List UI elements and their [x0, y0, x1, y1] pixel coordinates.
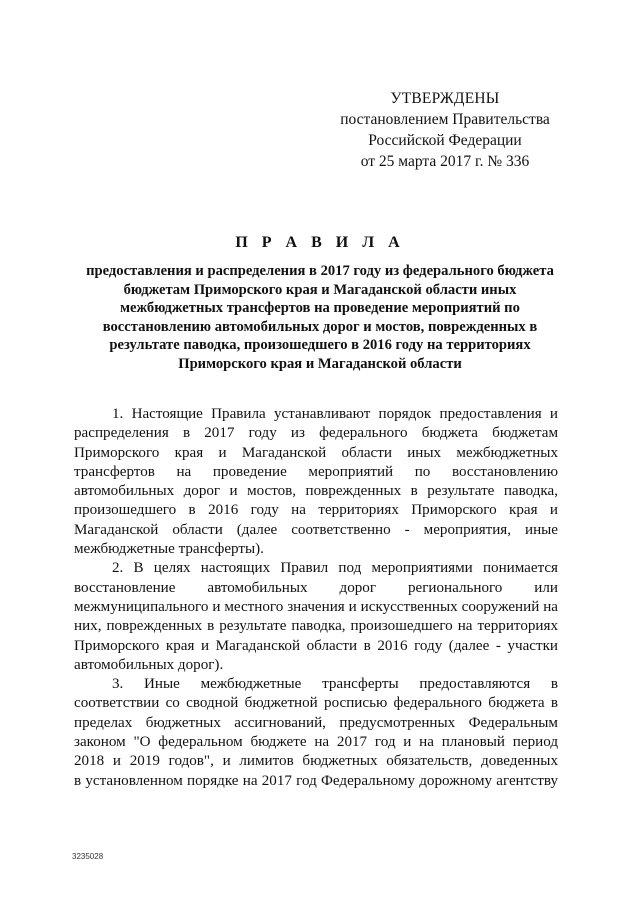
approval-heading: УТВЕРЖДЕНЫ — [390, 90, 500, 107]
text-line: 2018 и 2019 годов", и лимитов бюджетных обязательств, доведенных — [74, 753, 558, 770]
approval-line-3: от 25 марта 2017 г. № 336 — [360, 153, 530, 170]
text-line: Магаданской области (далее соответственно - мероприятия, иные — [74, 521, 558, 538]
subtitle-line: результате паводка, произошедшего в 2016 году на территориях — [109, 337, 531, 354]
document-body — [74, 405, 558, 791]
text-line: 3. Иные межбюджетные трансферты предоставляются в — [112, 676, 558, 693]
text-line: законом "О федеральном бюджете на 2017 год и на плановый период — [74, 734, 558, 751]
approval-line-2: Российской Федерации — [368, 132, 522, 149]
text-line: межбюджетные трансферты). — [74, 541, 264, 558]
subtitle-line: восстановлению автомобильных дорог и мостов, поврежденных в — [102, 318, 538, 335]
text-line: распределения в 2017 году из федерального бюджета бюджетам — [74, 425, 558, 442]
subtitle-line: предоставления и распределения в 2017 году из федерального бюджета — [86, 263, 554, 279]
text-line: Приморского края и Магаданской области в 2016 году (далее - участки — [74, 637, 558, 654]
text-line: восстановление автомобильных дорог регионального или — [74, 579, 558, 596]
text-line: межмуниципального и местного значения и искусственных сооружений на — [74, 598, 558, 615]
text-line: трансфертов на проведение мероприятий по восстановлению — [74, 463, 558, 480]
text-line: в установленном порядке на 2017 год Федеральному дорожному агентству — [74, 772, 558, 789]
text-line: автомобильных дорог). — [74, 656, 224, 673]
subtitle-line: Приморского края и Магаданской области — [178, 355, 462, 372]
subtitle-line: бюджетам Приморского края и Магаданской области иных — [123, 281, 517, 298]
text-line: 2. В целях настоящих Правил под мероприятиями понимается — [112, 560, 558, 577]
text-line: Приморского края и Магаданской области иных межбюджетных — [74, 444, 558, 461]
document-title: П Р А В И Л А — [235, 234, 405, 251]
document-subtitle — [62, 262, 578, 374]
approval-stamp — [330, 88, 560, 172]
paragraph-1 — [74, 405, 558, 559]
text-line: произошедшего в 2016 году на территориях Приморского края и — [74, 502, 558, 519]
text-line: автомобильных дорог и мостов, поврежденных в результате паводка, — [74, 483, 558, 500]
paragraph-3 — [74, 675, 558, 791]
text-line: 1. Настоящие Правила устанавливают порядок предоставления и — [112, 406, 558, 422]
paragraph-2 — [74, 559, 558, 675]
subtitle-line: межбюджетных трансфертов на проведение мероприятий по — [120, 300, 520, 317]
text-line: соответствии со сводной бюджетной росписью федерального бюджета в — [74, 695, 558, 712]
text-line: пределах бюджетных ассигнований, предусмотренных Федеральным — [74, 714, 558, 731]
document-code: 3235028 — [72, 852, 104, 861]
text-line: них, поврежденных в результате паводка, произошедшего на территориях — [74, 618, 558, 635]
approval-line-1: постановлением Правительства — [340, 111, 550, 128]
